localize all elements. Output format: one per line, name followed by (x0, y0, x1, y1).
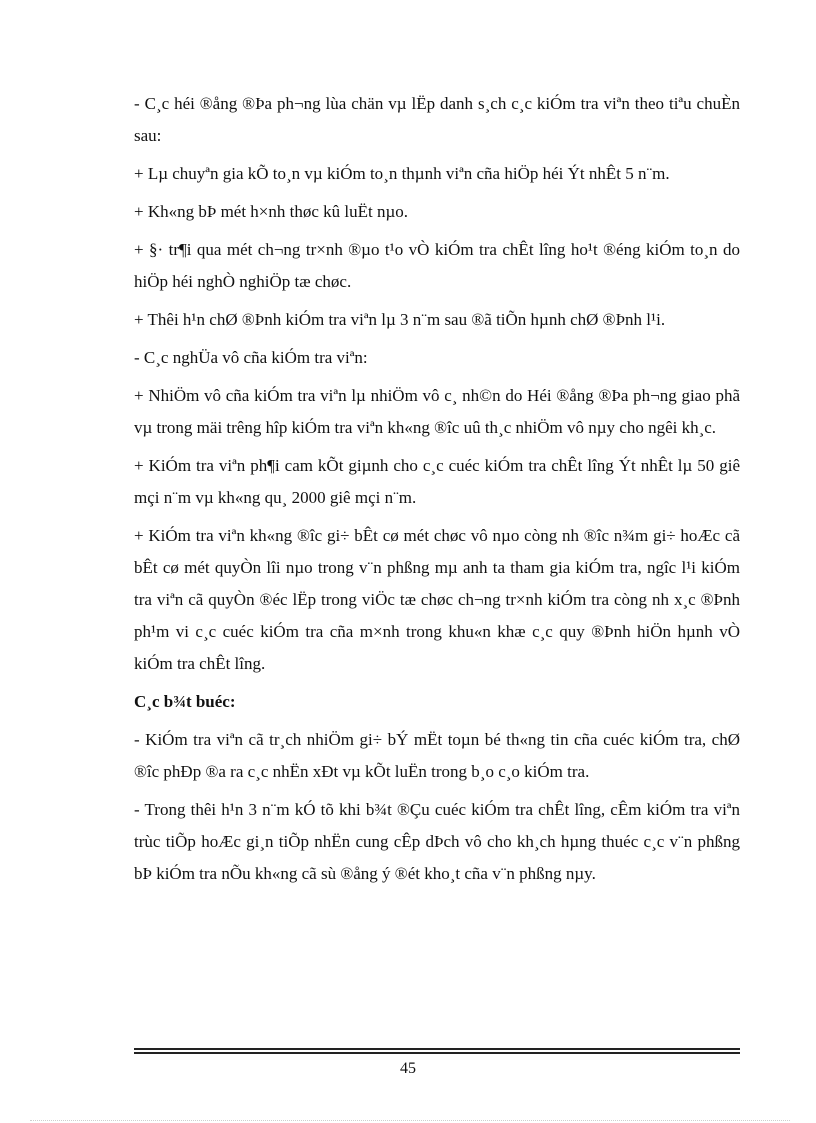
section-heading: C¸c b¾t buéc: (134, 692, 236, 711)
paragraph: - C¸c héi ®ång ®Þa ph¬ng lùa chän vµ lËp danh s¸ch c¸c kiÓm tra viªn theo tiªu chuÈn sau: (134, 94, 740, 145)
page-number: 45 (400, 1060, 416, 1077)
paragraph: + Thêi h¹n chØ ®Þnh kiÓm tra viªn lµ 3 n¨m sau ®ã tiÕn hµnh chØ ®Þnh l¹i. (134, 310, 666, 329)
paragraph: + Lµ chuyªn gia kÕ to¸n vµ kiÓm to¸n thµnh viªn cña hiÖp héi Ýt nhÊt 5 n¨m. (134, 164, 670, 183)
footer-rule (134, 1048, 740, 1054)
paragraph: - KiÓm tra viªn cã tr¸ch nhiÖm gi÷ bÝ mËt toµn bé th«ng tin cña cuéc kiÓm tra, chØ ®îc phÐp ®a ra c¸c nhËn xÐt vµ kÕt luËn trong b¸o c¸o kiÓm tra. (134, 730, 740, 781)
body-text (134, 88, 740, 896)
paragraph: + KiÓm tra viªn kh«ng ®îc gi÷ bÊt cø mét chøc vô nµo còng nh ®îc n¾m gi÷ hoÆc cã bÊt cø mét quyÒn lîi nµo trong v¨n phßng mµ anh ta tham gia kiÓm tra, ngîc l¹i kiÓm tra viªn cã quyÒn ®éc lËp trong viÖc tæ chøc ch¬ng tr×nh kiÓm tra còng nh x¸c ®Þnh ph¹m vi c¸c cuéc kiÓm tra cña m×nh trong khu«n khæ c¸c quy ®Þnh hiÖn hµnh vÒ kiÓm tra chÊt lîng. (134, 526, 740, 673)
paragraph: + Kh«ng bÞ mét h×nh thøc kû luËt nµo. (134, 202, 409, 221)
page-bottom-divider (30, 1120, 790, 1121)
paragraph: + §· tr¶i qua mét ch¬ng tr×nh ®µo t¹o vÒ kiÓm tra chÊt lîng ho¹t ®éng kiÓm to¸n do hiÖp héi nghÒ nghiÖp tæ chøc. (134, 240, 740, 291)
paragraph: + NhiÖm vô cña kiÓm tra viªn lµ nhiÖm vô c¸ nh©n do Héi ®ång ®Þa ph¬ng giao phã vµ trong mäi trêng hîp kiÓm tra viªn kh«ng ®îc uû th¸c nhiÖm vô nµy cho ngêi kh¸c. (134, 386, 740, 437)
paragraph: - Trong thêi h¹n 3 n¨m kÓ tõ khi b¾t ®Çu cuéc kiÓm tra chÊt lîng, cÊm kiÓm tra viªn trùc tiÕp hoÆc gi¸n tiÕp nhËn cung cÊp dÞch vô cho kh¸ch hµng thuéc c¸c v¨n phßng bÞ kiÓm tra nÕu kh«ng cã sù ®ång ý ®ét kho¸t cña v¨n phßng nµy. (134, 800, 740, 883)
paragraph: + KiÓm tra viªn ph¶i cam kÕt giµnh cho c¸c cuéc kiÓm tra chÊt lîng Ýt nhÊt lµ 50 giê mçi n¨m vµ kh«ng qu¸ 2000 giê mçi n¨m. (134, 456, 740, 507)
paragraph: - C¸c nghÜa vô cña kiÓm tra viªn: (134, 348, 368, 367)
